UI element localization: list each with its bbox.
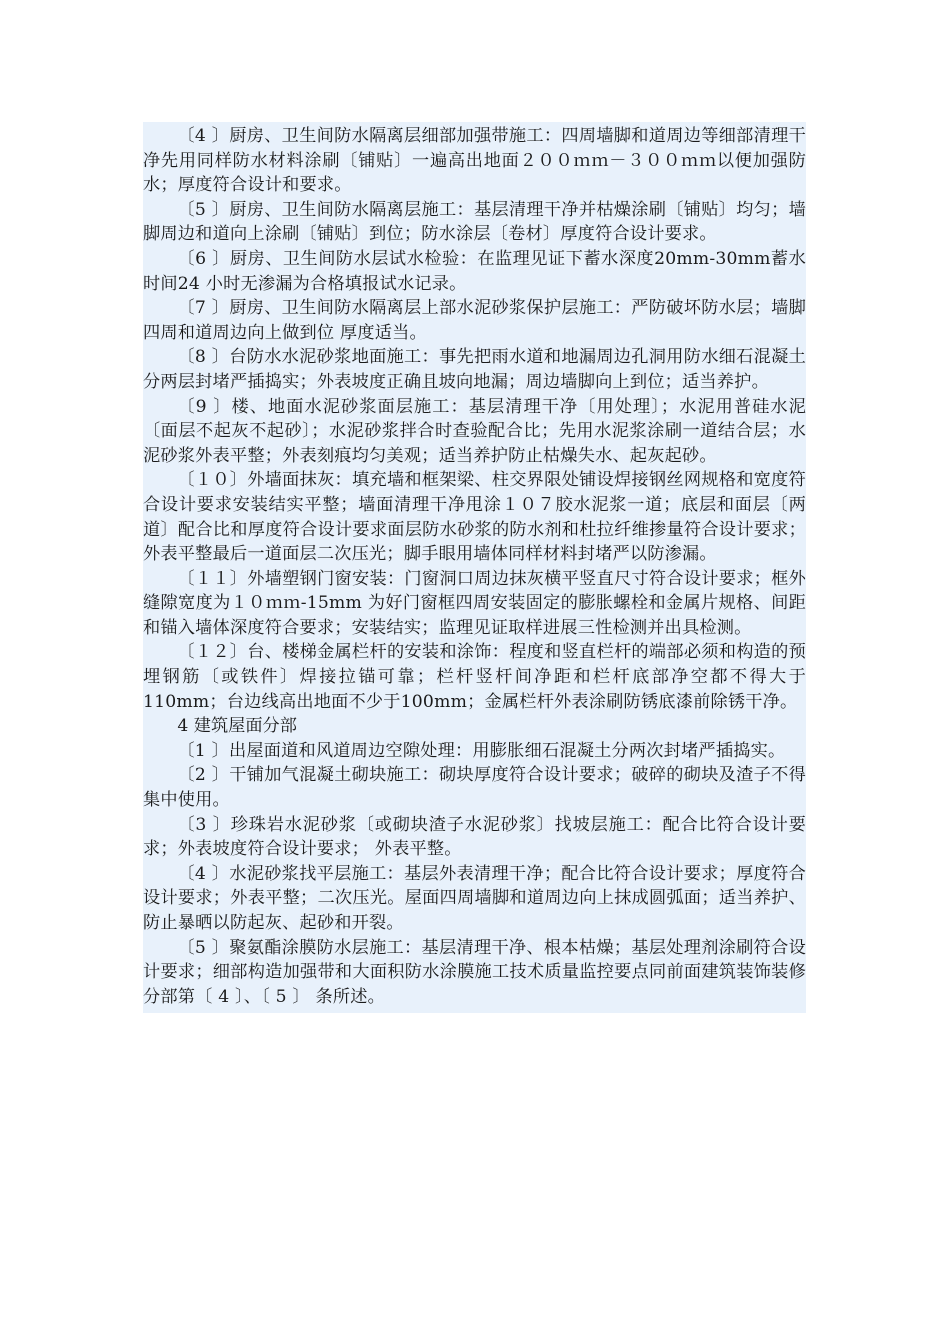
paragraph-11: 〔１１〕外墙塑钢门窗安装：门窗洞口周边抹灰横平竖直尺寸符合设计要求；框外缝隙宽度为１０ｍｍ-15mm 为好门窗框四周安装固定的膨胀螺栓和金属片规格、间距和锚入墙体深度符合要求；安装结实；监理见证取样进展三性检测并出具检测。 (143, 568, 806, 638)
roof-paragraph-4: 〔4 〕水泥砂浆找平层施工：基层外表清理干净；配合比符合设计要求；厚度符合设计要求；外表平整；二次压光。屋面四周墙脚和道周边向上抹成圆弧面；适当养护、防止暴晒以防起灰、起砂和开裂。 (143, 863, 806, 933)
document-text-block (143, 122, 806, 1013)
paragraph-7: 〔7 〕厨房、卫生间防水隔离层上部水泥砂浆保护层施工：严防破坏防水层；墙脚四周和道周边向上做到位 厚度适当。 (143, 298, 806, 343)
paragraph-6: 〔6 〕厨房、卫生间防水层试水检验：在监理见证下蓄水深度20mm-30mm蓄水时间24 小时无渗漏为合格填报试水记录。 (143, 248, 806, 294)
roof-paragraph-2: 〔2 〕干铺加气混凝土砌块施工：砌块厚度符合设计要求；破碎的砌块及渣子不得集中使用。 (143, 765, 806, 811)
section-heading-roof: 4 建筑屋面分部 (177, 716, 297, 737)
paragraph-9: 〔9 〕楼、地面水泥砂浆面层施工：基层清理干净〔用处理〕；水泥用普硅水泥〔面层不起灰不起砂〕；水泥砂浆拌合时查验配合比；先用水泥浆涂刷一道结合层；水泥砂浆外表平整；外表刻痕均匀美观；适当养护防止枯燥失水、起灰起砂。 (143, 396, 806, 466)
roof-paragraph-1: 〔1 〕出屋面道和风道周边空隙处理：用膨胀细石混凝土分两次封堵严插捣实。 (177, 740, 786, 761)
paragraph-12: 〔１２〕台、楼梯金属栏杆的安装和涂饰：程度和竖直栏杆的端部必须和构造的预埋钢筋〔或铁件〕焊接拉锚可靠；栏杆竖杆间净距和栏杆底部净空都不得大于110mm；台边线高出地面不少于100mm；金属栏杆外表涂刷防锈底漆前除锈干净。 (143, 642, 806, 712)
roof-paragraph-5: 〔5 〕聚氨酯涂膜防水层施工：基层清理干净、根本枯燥；基层处理剂涂刷符合设计要求；细部构造加强带和大面积防水涂膜施工技术质量监控要点同前面建筑装饰装修分部第〔 4 〕、〔 5 〕 条所述。 (143, 937, 806, 1007)
paragraph-10: 〔１０〕外墙面抹灰：填充墙和框架梁、柱交界限处铺设焊接钢丝网规格和宽度符合设计要求安装结实平整；墙面清理干净甩涂１０７胶水泥浆一道；底层和面层〔两道〕配合比和厚度符合设计要求面层防水砂浆的防水剂和杜拉纤维掺量符合设计要求；外表平整最后一道面层二次压光；脚手眼用墙体同样材料封堵严以防渗漏。 (143, 470, 806, 565)
roof-paragraph-3: 〔3 〕珍珠岩水泥砂浆〔或砌块渣子水泥砂浆〕找坡层施工：配合比符合设计要求；外表坡度符合设计要求； 外表平整。 (143, 814, 806, 860)
paragraph-8: 〔8 〕台防水水泥砂浆地面施工：事先把雨水道和地漏周边孔洞用防水细石混凝土分两层封堵严插捣实；外表坡度正确且坡向地漏；周边墙脚向上到位；适当养护。 (143, 347, 806, 392)
paragraph-4: 〔4 〕厨房、卫生间防水隔离层细部加强带施工：四周墙脚和道周边等细部清理干净先用同样防水材料涂刷〔铺贴〕一遍高出地面２００ｍｍ－３００ｍｍ以便加强防水；厚度符合设计和要求。 (143, 126, 806, 196)
paragraph-5: 〔5 〕厨房、卫生间防水隔离层施工：基层清理干净并枯燥涂刷〔铺贴〕均匀；墙脚周边和道向上涂刷〔铺贴〕到位；防水涂层〔卷材〕厚度符合设计要求。 (143, 199, 806, 245)
